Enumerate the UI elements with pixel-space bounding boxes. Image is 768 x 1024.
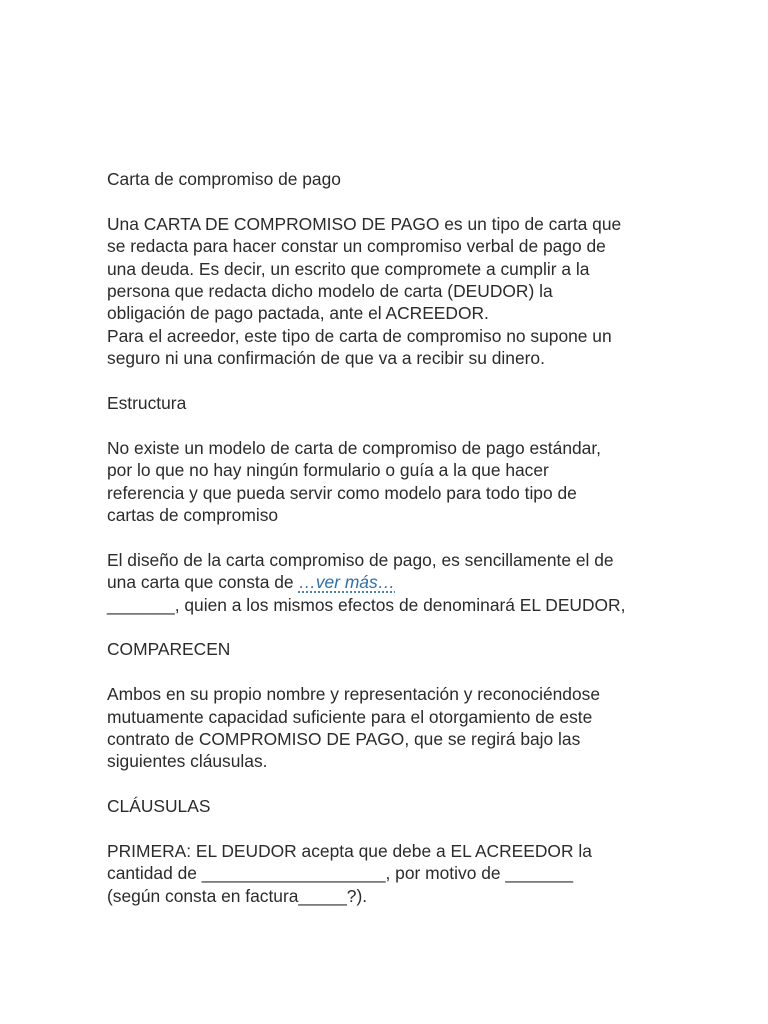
comparecen-line: siguientes cláusulas.	[107, 751, 268, 772]
intro-line: seguro ni una confirmación de que va a recibir su dinero.	[107, 348, 545, 369]
intro-line: Una CARTA DE COMPROMISO DE PAGO es un tipo de carta que	[107, 213, 622, 234]
primera-line: (según consta en factura_____?).	[107, 885, 368, 906]
intro-line: Para el acreedor, este tipo de carta de compromiso no supone un	[107, 325, 612, 346]
comparecen-line: Ambos en su propio nombre y representación y reconociéndose	[107, 684, 601, 705]
design-line-with-link	[107, 571, 687, 593]
design-line: El diseño de la carta compromiso de pago, es sencillamente el de	[107, 549, 614, 570]
comparecen-line: contrato de COMPROMISO DE PAGO, que se regirá bajo las	[107, 729, 581, 750]
intro-line: se redacta para hacer constar un compromiso verbal de pago de	[107, 236, 606, 257]
intro-line: una deuda. Es decir, un escrito que compromete a cumplir a la	[107, 258, 590, 279]
intro-line: persona que redacta dicho modelo de carta (DEUDOR) la	[107, 281, 553, 302]
primera-paragraph	[107, 840, 687, 907]
document-body	[107, 168, 687, 930]
design-line-prefix: una carta que consta de	[107, 572, 299, 593]
primera-line: cantidad de ___________________, por motivo de _______	[107, 863, 574, 884]
intro-line: obligación de pago pactada, ante el ACREEDOR.	[107, 303, 489, 324]
see-more-link[interactable]: …ver más…	[298, 572, 396, 593]
structure-line: No existe un modelo de carta de compromiso de pago estándar,	[107, 437, 601, 458]
structure-line: por lo que no hay ningún formulario o guía a la que hacer	[107, 460, 549, 481]
structure-line: cartas de compromiso	[107, 505, 279, 526]
heading-clausulas: CLÁUSULAS	[107, 796, 211, 817]
design-paragraph	[107, 549, 687, 616]
intro-paragraph	[107, 213, 687, 370]
structure-paragraph	[107, 437, 687, 527]
comparecen-line: mutuamente capacidad suficiente para el otorgamiento de este	[107, 706, 593, 727]
heading-structure: Estructura	[107, 393, 187, 414]
design-line: _______, quien a los mismos efectos de denominará EL DEUDOR,	[107, 594, 626, 615]
structure-line: referencia y que pueda servir como modelo para todo tipo de	[107, 482, 577, 503]
comparecen-paragraph	[107, 683, 687, 773]
primera-line: PRIMERA: EL DEUDOR acepta que debe a EL ACREEDOR la	[107, 841, 592, 862]
document-title: Carta de compromiso de pago	[107, 169, 341, 189]
heading-comparecen: COMPARECEN	[107, 639, 231, 660]
